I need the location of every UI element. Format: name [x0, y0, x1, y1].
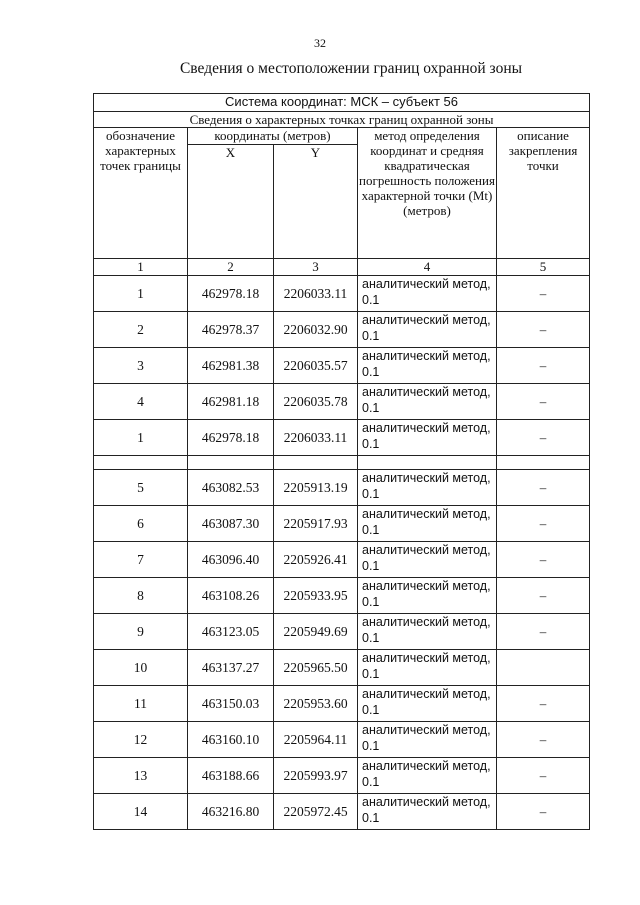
y-coordinate-cell: 2206033.11: [274, 420, 358, 456]
y-coordinate-cell: 2205972.45: [274, 794, 358, 830]
method-cell: аналитический метод, 0.1: [358, 384, 497, 420]
table-row: [94, 758, 590, 794]
table-row: [94, 650, 590, 686]
point-id-cell: 8: [94, 578, 188, 614]
table-row: [94, 384, 590, 420]
description-cell: [497, 650, 590, 686]
x-coordinate-cell: 463216.80: [188, 794, 274, 830]
point-id-cell: 11: [94, 686, 188, 722]
point-id-cell: 13: [94, 758, 188, 794]
table-row: [94, 542, 590, 578]
description-cell: –: [497, 758, 590, 794]
description-cell: –: [497, 348, 590, 384]
method-cell: аналитический метод, 0.1: [358, 420, 497, 456]
column-number-row: [94, 259, 590, 276]
table-row: [94, 722, 590, 758]
description-cell: –: [497, 420, 590, 456]
document-title: Сведения о местоположении границ охранной зоны: [179, 60, 523, 77]
separator-cell: [188, 456, 274, 470]
x-coordinate-cell: 463082.53: [188, 470, 274, 506]
header-x: X: [188, 145, 274, 259]
table-row: [94, 348, 590, 384]
point-id-cell: 9: [94, 614, 188, 650]
description-cell: –: [497, 614, 590, 650]
x-coordinate-cell: 463096.40: [188, 542, 274, 578]
point-id-cell: 2: [94, 312, 188, 348]
separator-cell: [94, 456, 188, 470]
coordinate-system-row: [94, 94, 590, 112]
description-cell: –: [497, 312, 590, 348]
x-coordinate-cell: 463160.10: [188, 722, 274, 758]
method-cell: аналитический метод, 0.1: [358, 794, 497, 830]
x-coordinate-cell: 462978.37: [188, 312, 274, 348]
table-row: [94, 470, 590, 506]
point-id-cell: 10: [94, 650, 188, 686]
x-coordinate-cell: 463150.03: [188, 686, 274, 722]
column-number: 5: [497, 259, 590, 276]
method-cell: аналитический метод, 0.1: [358, 722, 497, 758]
column-number: 4: [358, 259, 497, 276]
y-coordinate-cell: 2205993.97: [274, 758, 358, 794]
coordinates-table: [93, 93, 590, 830]
description-cell: –: [497, 276, 590, 312]
y-coordinate-cell: 2206033.11: [274, 276, 358, 312]
separator-cell: [274, 456, 358, 470]
method-cell: аналитический метод, 0.1: [358, 578, 497, 614]
y-coordinate-cell: 2206035.78: [274, 384, 358, 420]
x-coordinate-cell: 462981.38: [188, 348, 274, 384]
method-cell: аналитический метод, 0.1: [358, 470, 497, 506]
x-coordinate-cell: 463108.26: [188, 578, 274, 614]
point-id-cell: 1: [94, 276, 188, 312]
y-coordinate-cell: 2205917.93: [274, 506, 358, 542]
method-cell: аналитический метод, 0.1: [358, 348, 497, 384]
y-coordinate-cell: 2205964.11: [274, 722, 358, 758]
x-coordinate-cell: 462981.18: [188, 384, 274, 420]
point-id-cell: 14: [94, 794, 188, 830]
header-row-1: [94, 128, 590, 145]
description-cell: –: [497, 506, 590, 542]
point-id-cell: 12: [94, 722, 188, 758]
column-number: 2: [188, 259, 274, 276]
y-coordinate-cell: 2205965.50: [274, 650, 358, 686]
method-cell: аналитический метод, 0.1: [358, 312, 497, 348]
table-row: [94, 614, 590, 650]
separator-row: [94, 456, 590, 470]
description-cell: –: [497, 542, 590, 578]
y-coordinate-cell: 2205913.19: [274, 470, 358, 506]
points-info-row: [94, 112, 590, 128]
method-cell: аналитический метод, 0.1: [358, 686, 497, 722]
y-coordinate-cell: 2205949.69: [274, 614, 358, 650]
method-cell: аналитический метод, 0.1: [358, 758, 497, 794]
column-number: 3: [274, 259, 358, 276]
description-cell: –: [497, 384, 590, 420]
header-description: описание закрепления точки: [497, 128, 590, 259]
column-number: 1: [94, 259, 188, 276]
header-designation: обозначение характерных точек границы: [94, 128, 188, 259]
description-cell: –: [497, 686, 590, 722]
y-coordinate-cell: 2205953.60: [274, 686, 358, 722]
method-cell: аналитический метод, 0.1: [358, 614, 497, 650]
header-y: Y: [274, 145, 358, 259]
method-cell: аналитический метод, 0.1: [358, 276, 497, 312]
separator-cell: [497, 456, 590, 470]
x-coordinate-cell: 463123.05: [188, 614, 274, 650]
header-method: метод определения координат и средняя квадратическая погрешность положения характерной точки (Mt) (метров): [358, 128, 497, 259]
separator-cell: [358, 456, 497, 470]
header-coordinates: координаты (метров): [188, 128, 358, 145]
point-id-cell: 1: [94, 420, 188, 456]
description-cell: –: [497, 578, 590, 614]
x-coordinate-cell: 462978.18: [188, 276, 274, 312]
y-coordinate-cell: 2206032.90: [274, 312, 358, 348]
x-coordinate-cell: 462978.18: [188, 420, 274, 456]
y-coordinate-cell: 2205933.95: [274, 578, 358, 614]
page-number: 32: [314, 36, 326, 50]
table-row: [94, 420, 590, 456]
table-row: [94, 312, 590, 348]
table-row: [94, 276, 590, 312]
points-info-label: Сведения о характерных точках границ охранной зоны: [94, 112, 590, 128]
table-row: [94, 794, 590, 830]
method-cell: аналитический метод, 0.1: [358, 542, 497, 578]
description-cell: –: [497, 722, 590, 758]
description-cell: –: [497, 794, 590, 830]
point-id-cell: 3: [94, 348, 188, 384]
point-id-cell: 4: [94, 384, 188, 420]
x-coordinate-cell: 463188.66: [188, 758, 274, 794]
y-coordinate-cell: 2206035.57: [274, 348, 358, 384]
description-cell: –: [497, 470, 590, 506]
y-coordinate-cell: 2205926.41: [274, 542, 358, 578]
x-coordinate-cell: 463137.27: [188, 650, 274, 686]
point-id-cell: 5: [94, 470, 188, 506]
point-id-cell: 6: [94, 506, 188, 542]
coordinate-system-label: Система координат: МСК – субъект 56: [94, 94, 590, 112]
x-coordinate-cell: 463087.30: [188, 506, 274, 542]
table-row: [94, 686, 590, 722]
point-id-cell: 7: [94, 542, 188, 578]
table-row: [94, 506, 590, 542]
method-cell: аналитический метод, 0.1: [358, 506, 497, 542]
method-cell: аналитический метод, 0.1: [358, 650, 497, 686]
table-row: [94, 578, 590, 614]
